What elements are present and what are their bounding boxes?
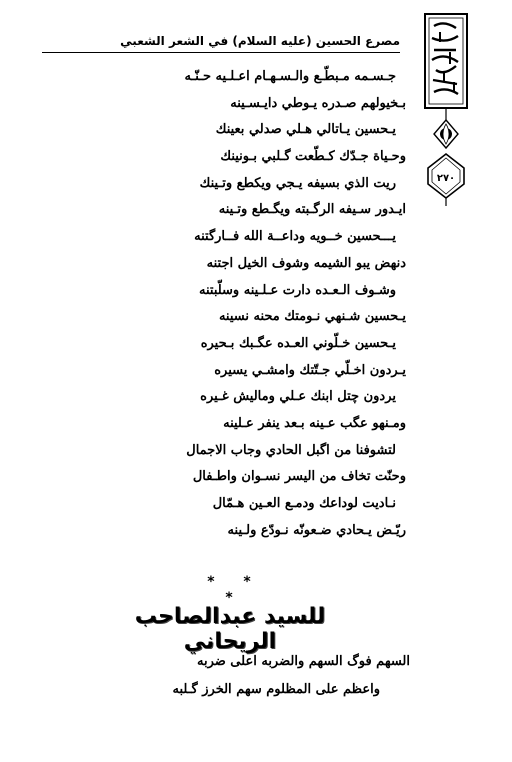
verse-line: يردون چتل ابنك عـلي وماليش غـيره [200, 389, 396, 405]
verse-line: ريّـض يـحادي ضـعونّه نـودّع ولـينه [227, 522, 406, 538]
verse-line: نـاديت لوداعك ودمـع العـين هـمّال [212, 496, 396, 511]
verse-line: يـحسين يـاتالي هـلي صدلي بعينك [215, 122, 396, 138]
verse-line: يـحسين شـنهي نـومتك محنه نسينه [218, 309, 406, 325]
verse-line: وشـوف الـعـده دارت عـلـينه وسلّبتنه [199, 282, 396, 298]
section-separator: * * * [207, 574, 263, 606]
book-title: مصرع الحسين (عليه السلام) في الشعر الشعبي [120, 34, 400, 48]
poem-verses [40, 64, 406, 544]
page-number: ٢٧٠ [436, 173, 456, 184]
verse-line: ريت الذي بسيفه يـجي ويكطع وتـينك [199, 175, 396, 191]
second-poem [40, 648, 420, 704]
verse-line: يـــحسين خــويه وداعــة الله فــارگتنه [194, 229, 396, 245]
verse-line: لتشوفنا من اگبل الحادي وجاب الاجمال [186, 442, 396, 458]
header-rule [42, 52, 400, 53]
verse-line: السهم فوگ السهم والضربه اعلى ضربه [196, 654, 410, 669]
verse-line: دنهض يبو الشيمه وشوف الخيل اجتنه [206, 255, 406, 271]
verse-line: ايـدور سـيفه الرگـبته ويگـطع وتـينه [218, 202, 406, 218]
verse-line: واعظم على المظلوم سهم الخرز گـلبه [172, 682, 380, 697]
page-header [0, 32, 400, 56]
verse-line: بـخيولهم صـدره يـوطي دايـسـينه [230, 95, 406, 111]
verse-line: يـردون اخـلّي جـتّتك وامشـي يسيره [214, 362, 406, 378]
verse-line: يـحسين خـلّوني العـده عگـبك بـحيره [200, 335, 396, 351]
page-ornament [420, 12, 472, 208]
verse-line: ومـنهو عگب عـينه بـعد ينفر عـلينه [223, 415, 406, 431]
verse-line: وحنّت تخاف من اليسر نسـوان واطـفال [192, 469, 406, 485]
seal-logo [425, 14, 467, 108]
poet-heading: للسيد عبدالصاحب الريحاني [134, 604, 326, 654]
verse-line: وحـياة جـدّك كـطّعت گـلبي بـونينك [220, 149, 406, 165]
ornament-rosette [434, 120, 458, 148]
verse-line: جـسـمه مـبطّـع والـسـهـام اعـلـيه حـنّـه [184, 69, 396, 84]
